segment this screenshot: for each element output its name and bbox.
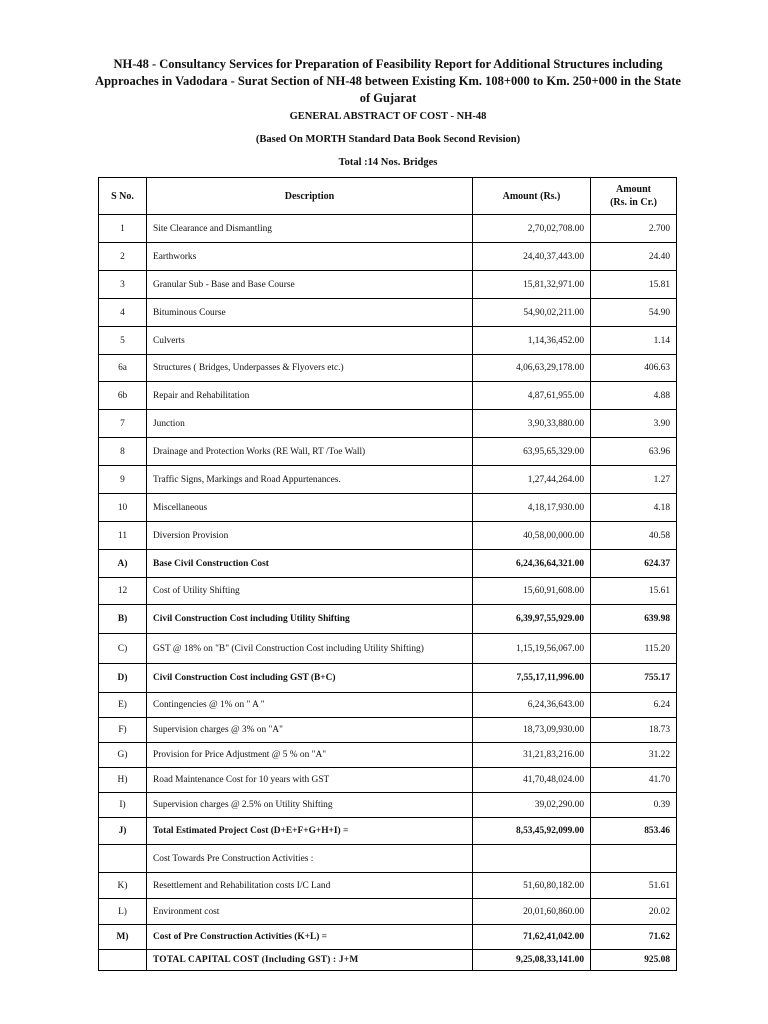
row-amount-cr: 4.18 bbox=[591, 494, 677, 522]
table-row bbox=[99, 793, 677, 818]
row-description: Total Estimated Project Cost (D+E+F+G+H+I) = bbox=[147, 818, 473, 845]
table-row bbox=[99, 925, 677, 950]
row-description: Contingencies @ 1% on " A " bbox=[147, 693, 473, 718]
row-amount: 7,55,17,11,996.00 bbox=[473, 664, 591, 693]
row-amount: 1,14,36,452.00 bbox=[473, 327, 591, 355]
row-sno bbox=[99, 845, 147, 873]
row-amount: 4,18,17,930.00 bbox=[473, 494, 591, 522]
table-row bbox=[99, 664, 677, 693]
row-sno: 8 bbox=[99, 438, 147, 466]
row-amount: 15,81,32,971.00 bbox=[473, 271, 591, 299]
row-description: Site Clearance and Dismantling bbox=[147, 215, 473, 243]
row-description: Civil Construction Cost including GST (B+C) bbox=[147, 664, 473, 693]
row-amount-cr: 20.02 bbox=[591, 899, 677, 925]
abstract-heading: GENERAL ABSTRACT OF COST - NH-48 bbox=[289, 111, 487, 122]
table-row bbox=[99, 466, 677, 494]
row-amount-cr: 71.62 bbox=[591, 925, 677, 950]
row-sno: D) bbox=[99, 664, 147, 693]
row-sno: 5 bbox=[99, 327, 147, 355]
table-row bbox=[99, 818, 677, 845]
row-amount-cr: 4.88 bbox=[591, 382, 677, 410]
row-amount: 24,40,37,443.00 bbox=[473, 243, 591, 271]
row-amount: 4,06,63,29,178.00 bbox=[473, 355, 591, 382]
row-sno: A) bbox=[99, 550, 147, 578]
row-sno: I) bbox=[99, 793, 147, 818]
table-row bbox=[99, 768, 677, 793]
row-amount-cr: 63.96 bbox=[591, 438, 677, 466]
row-description: Earthworks bbox=[147, 243, 473, 271]
row-sno: L) bbox=[99, 899, 147, 925]
table-row bbox=[99, 743, 677, 768]
table-row bbox=[99, 243, 677, 271]
row-amount: 20,01,60,860.00 bbox=[473, 899, 591, 925]
row-amount: 71,62,41,042.00 bbox=[473, 925, 591, 950]
table-row bbox=[99, 899, 677, 925]
row-amount-cr: 15.81 bbox=[591, 271, 677, 299]
row-amount-cr: 0.39 bbox=[591, 793, 677, 818]
row-amount-cr: 925.08 bbox=[591, 950, 677, 971]
row-amount-cr: 6.24 bbox=[591, 693, 677, 718]
row-amount: 39,02,290.00 bbox=[473, 793, 591, 818]
row-sno: J) bbox=[99, 818, 147, 845]
row-amount: 6,24,36,64,321.00 bbox=[473, 550, 591, 578]
table-row bbox=[99, 578, 677, 605]
table-row bbox=[99, 438, 677, 466]
row-amount-cr: 41.70 bbox=[591, 768, 677, 793]
cost-abstract-table bbox=[98, 177, 677, 971]
table-row bbox=[99, 355, 677, 382]
row-amount: 9,25,08,33,141.00 bbox=[473, 950, 591, 971]
row-amount-cr: 54.90 bbox=[591, 299, 677, 327]
row-sno: K) bbox=[99, 873, 147, 899]
row-description: Supervision charges @ 3% on "A" bbox=[147, 718, 473, 743]
header-description: Description bbox=[147, 178, 473, 215]
row-description: Resettlement and Rehabilitation costs I/C Land bbox=[147, 873, 473, 899]
row-sno: 7 bbox=[99, 410, 147, 438]
header-amount-cr bbox=[591, 178, 677, 215]
row-amount: 41,70,48,024.00 bbox=[473, 768, 591, 793]
table-row bbox=[99, 271, 677, 299]
row-amount-cr: 1.27 bbox=[591, 466, 677, 494]
row-description: Repair and Rehabilitation bbox=[147, 382, 473, 410]
row-sno: 6a bbox=[99, 355, 147, 382]
row-sno: C) bbox=[99, 634, 147, 664]
row-amount-cr: 406.63 bbox=[591, 355, 677, 382]
row-description: Junction bbox=[147, 410, 473, 438]
row-amount-cr: 624.37 bbox=[591, 550, 677, 578]
table-body bbox=[99, 215, 677, 971]
table-row bbox=[99, 950, 677, 971]
row-description: Provision for Price Adjustment @ 5 % on "A" bbox=[147, 743, 473, 768]
table-row bbox=[99, 845, 677, 873]
row-sno: 1 bbox=[99, 215, 147, 243]
row-sno: M) bbox=[99, 925, 147, 950]
row-description: Cost of Utility Shifting bbox=[147, 578, 473, 605]
row-description: Environment cost bbox=[147, 899, 473, 925]
row-sno: 3 bbox=[99, 271, 147, 299]
row-amount: 54,90,02,211.00 bbox=[473, 299, 591, 327]
row-amount: 2,70,02,708.00 bbox=[473, 215, 591, 243]
row-amount-cr: 115.20 bbox=[591, 634, 677, 664]
row-description: Miscellaneous bbox=[147, 494, 473, 522]
row-sno: 12 bbox=[99, 578, 147, 605]
row-amount: 1,15,19,56,067.00 bbox=[473, 634, 591, 664]
table-row bbox=[99, 550, 677, 578]
row-amount: 63,95,65,329.00 bbox=[473, 438, 591, 466]
row-sno: G) bbox=[99, 743, 147, 768]
row-description: Granular Sub - Base and Base Course bbox=[147, 271, 473, 299]
row-sno: 9 bbox=[99, 466, 147, 494]
header-amount: Amount (Rs.) bbox=[473, 178, 591, 215]
row-amount: 51,60,80,182.00 bbox=[473, 873, 591, 899]
row-amount: 40,58,00,000.00 bbox=[473, 522, 591, 550]
table-row bbox=[99, 718, 677, 743]
row-amount bbox=[473, 845, 591, 873]
row-sno: 6b bbox=[99, 382, 147, 410]
row-description: Culverts bbox=[147, 327, 473, 355]
row-amount: 6,39,97,55,929.00 bbox=[473, 605, 591, 634]
table-row bbox=[99, 522, 677, 550]
basis-note: (Based On MORTH Standard Data Book Second Revision) bbox=[255, 134, 521, 145]
table-row bbox=[99, 873, 677, 899]
row-description: Civil Construction Cost including Utility Shifting bbox=[147, 605, 473, 634]
document-title: NH-48 - Consultancy Services for Preparation of Feasibility Report for Additional Structures including Approaches in Vadodara - Surat Section of NH-48 between Existing Km. 108+000 to Km. 250+000 in the State of Gujarat bbox=[95, 57, 681, 105]
bridge-count: Total :14 Nos. Bridges bbox=[338, 157, 438, 168]
row-amount: 3,90,33,880.00 bbox=[473, 410, 591, 438]
row-description: Drainage and Protection Works (RE Wall, RT /Toe Wall) bbox=[147, 438, 473, 466]
row-amount: 6,24,36,643.00 bbox=[473, 693, 591, 718]
row-description: Structures ( Bridges, Underpasses & Flyovers etc.) bbox=[147, 355, 473, 382]
row-description: Bituminous Course bbox=[147, 299, 473, 327]
row-amount: 31,21,83,216.00 bbox=[473, 743, 591, 768]
row-description: Cost of Pre Construction Activities (K+L) = bbox=[147, 925, 473, 950]
table-row bbox=[99, 327, 677, 355]
row-sno: B) bbox=[99, 605, 147, 634]
row-amount-cr: 31.22 bbox=[591, 743, 677, 768]
row-amount-cr bbox=[591, 845, 677, 873]
table-row bbox=[99, 605, 677, 634]
table-row bbox=[99, 494, 677, 522]
row-amount: 8,53,45,92,099.00 bbox=[473, 818, 591, 845]
row-amount-cr: 639.98 bbox=[591, 605, 677, 634]
row-description: Road Maintenance Cost for 10 years with GST bbox=[147, 768, 473, 793]
header-sno: S No. bbox=[99, 178, 147, 215]
row-amount-cr: 51.61 bbox=[591, 873, 677, 899]
row-description: Diversion Provision bbox=[147, 522, 473, 550]
header-amount-cr-line1: Amount bbox=[615, 184, 651, 195]
row-sno: F) bbox=[99, 718, 147, 743]
row-sno: 2 bbox=[99, 243, 147, 271]
row-amount: 18,73,09,930.00 bbox=[473, 718, 591, 743]
row-amount: 1,27,44,264.00 bbox=[473, 466, 591, 494]
row-description: Cost Towards Pre Construction Activities : bbox=[147, 845, 473, 873]
row-amount-cr: 2.700 bbox=[591, 215, 677, 243]
table-row bbox=[99, 299, 677, 327]
row-amount-cr: 40.58 bbox=[591, 522, 677, 550]
row-description: GST @ 18% on "B" (Civil Construction Cost including Utility Shifting) bbox=[147, 634, 473, 664]
row-description: Base Civil Construction Cost bbox=[147, 550, 473, 578]
row-amount-cr: 853.46 bbox=[591, 818, 677, 845]
row-amount: 15,60,91,608.00 bbox=[473, 578, 591, 605]
table-row bbox=[99, 382, 677, 410]
table-row bbox=[99, 693, 677, 718]
table-row bbox=[99, 410, 677, 438]
row-sno: E) bbox=[99, 693, 147, 718]
row-description: TOTAL CAPITAL COST (Including GST) : J+M bbox=[147, 950, 473, 971]
row-sno bbox=[99, 950, 147, 971]
table-row bbox=[99, 634, 677, 664]
row-amount-cr: 1.14 bbox=[591, 327, 677, 355]
row-amount-cr: 15.61 bbox=[591, 578, 677, 605]
row-description: Traffic Signs, Markings and Road Appurtenances. bbox=[147, 466, 473, 494]
row-amount-cr: 24.40 bbox=[591, 243, 677, 271]
table-header-row bbox=[99, 178, 677, 215]
row-amount-cr: 18.73 bbox=[591, 718, 677, 743]
table-row bbox=[99, 215, 677, 243]
row-sno: 4 bbox=[99, 299, 147, 327]
row-amount-cr: 755.17 bbox=[591, 664, 677, 693]
row-sno: 11 bbox=[99, 522, 147, 550]
row-amount: 4,87,61,955.00 bbox=[473, 382, 591, 410]
row-amount-cr: 3.90 bbox=[591, 410, 677, 438]
header-amount-cr-line2: (Rs. in Cr.) bbox=[610, 197, 657, 208]
row-sno: H) bbox=[99, 768, 147, 793]
row-description: Supervision charges @ 2.5% on Utility Shifting bbox=[147, 793, 473, 818]
row-sno: 10 bbox=[99, 494, 147, 522]
